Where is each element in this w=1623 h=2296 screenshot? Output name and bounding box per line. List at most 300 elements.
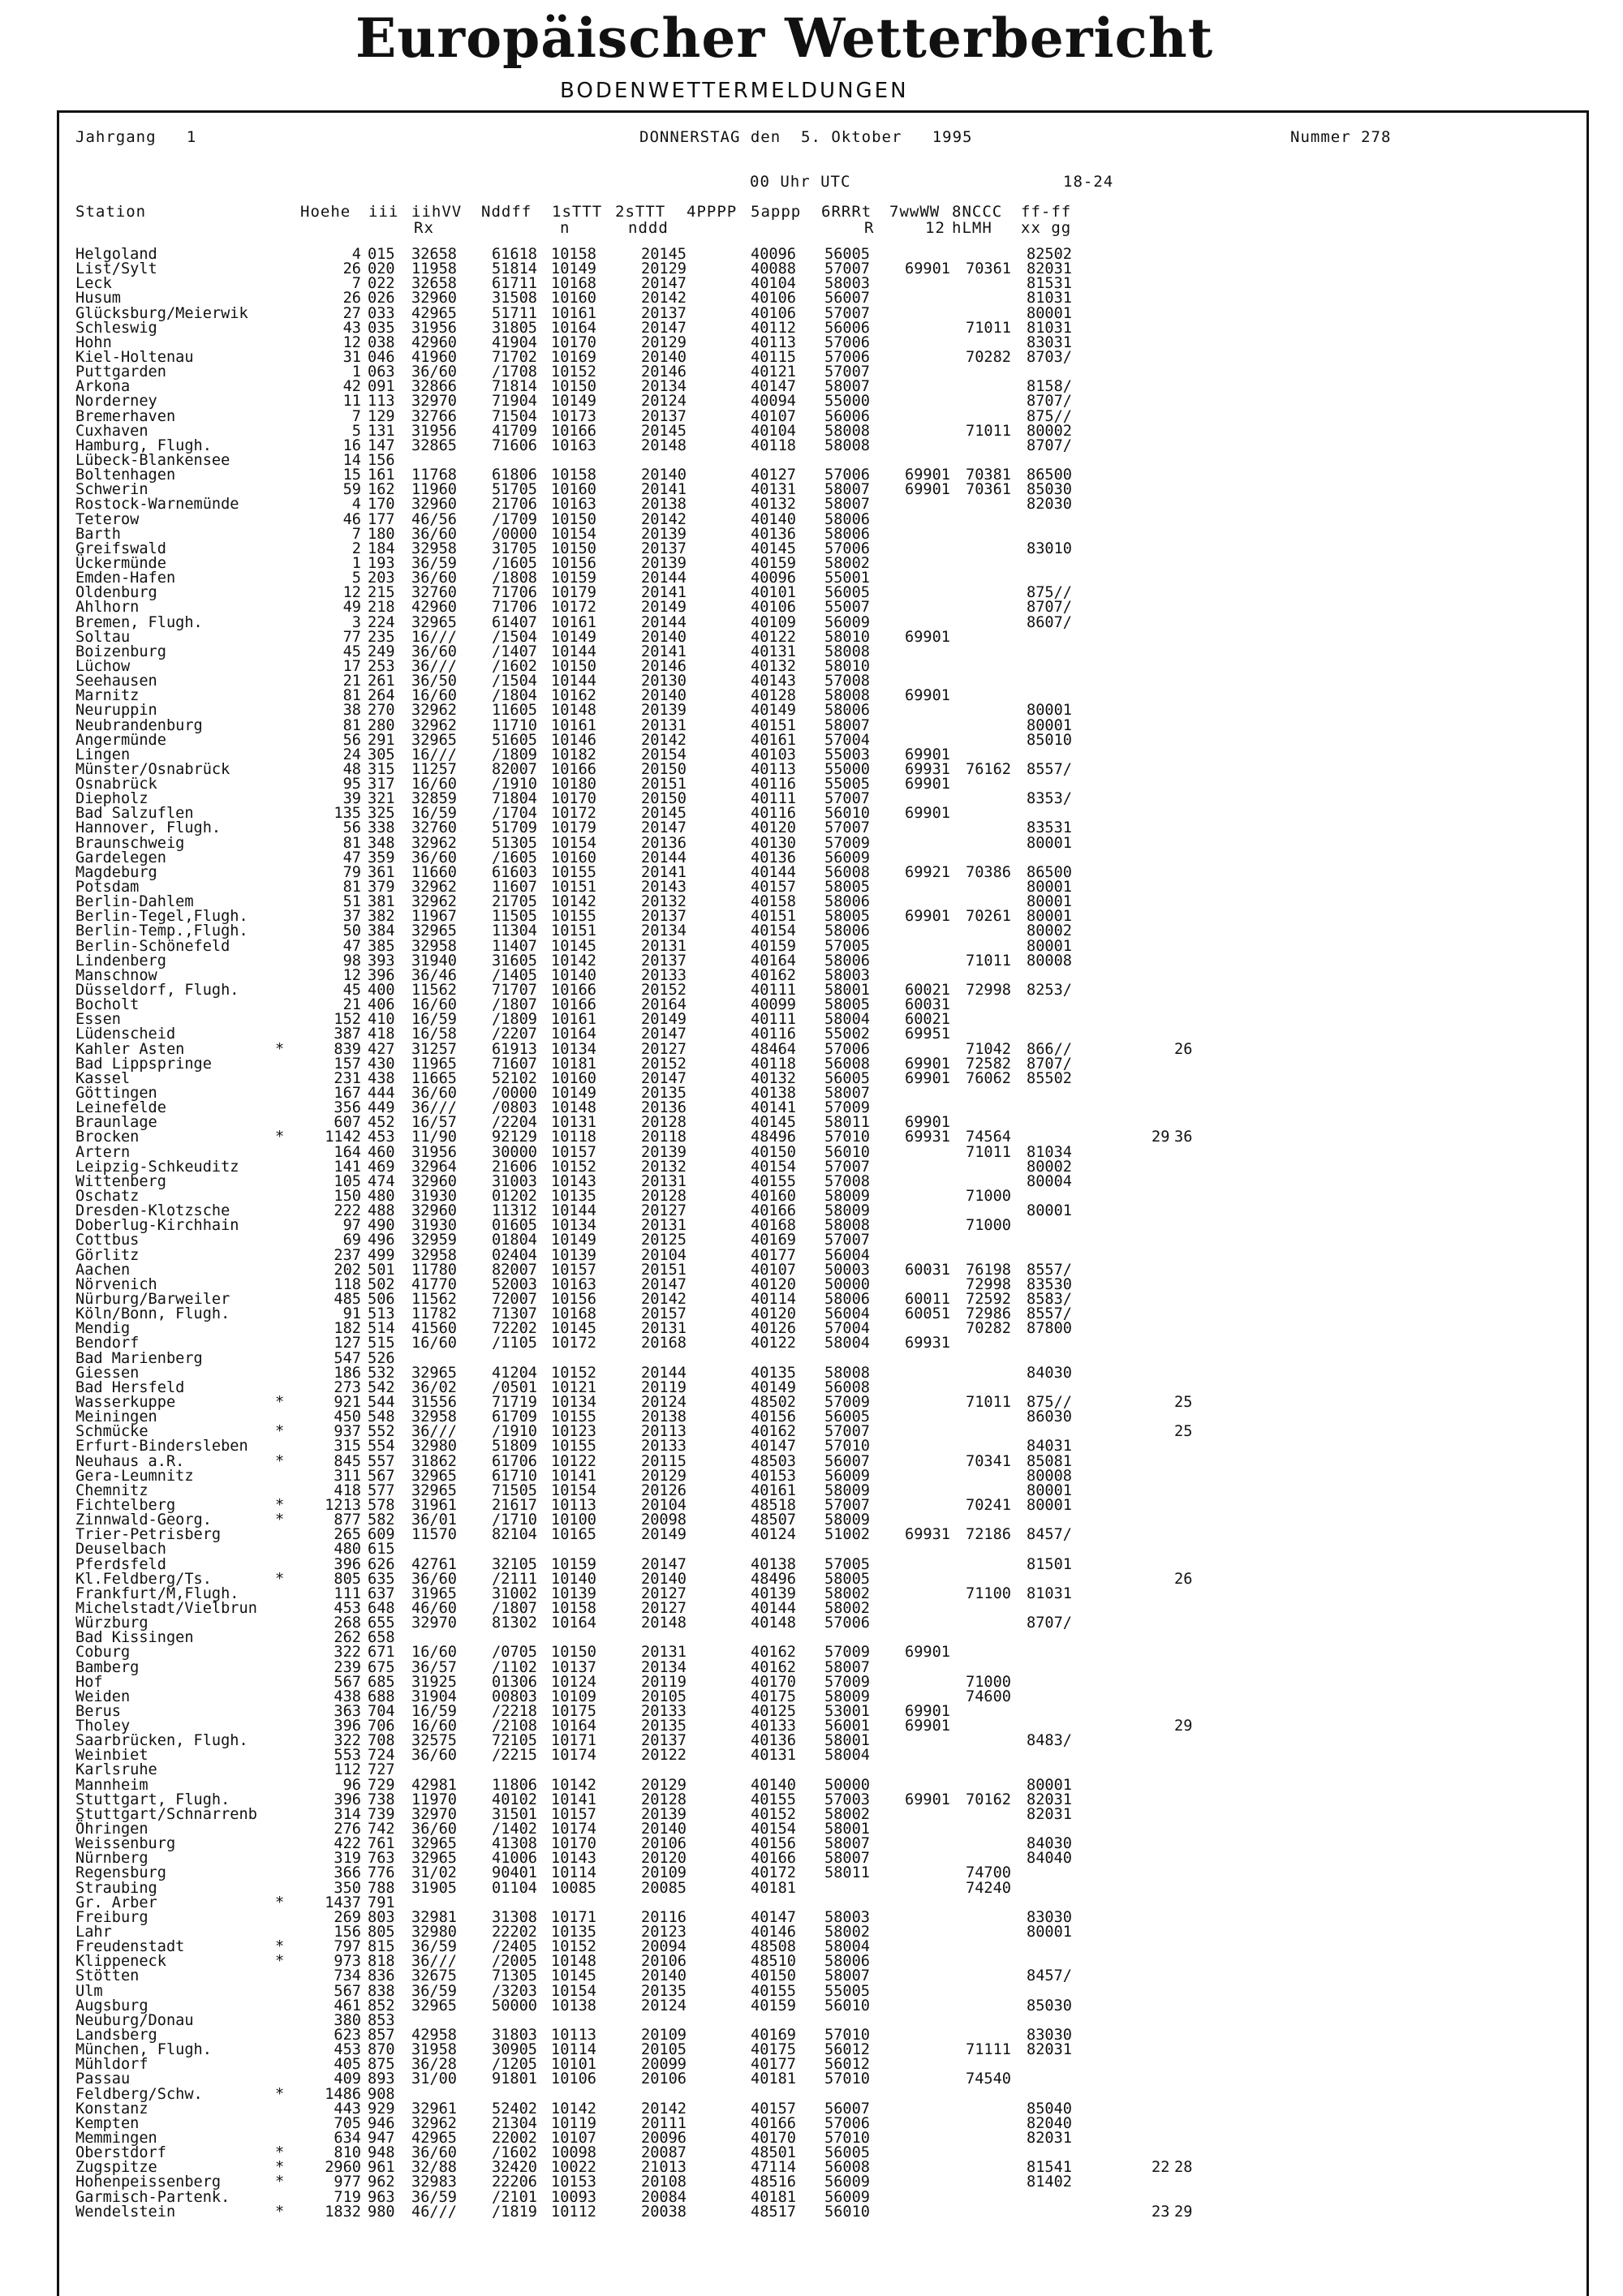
station-name: Bad Lippspringe <box>75 1055 212 1073</box>
station-index: 946 <box>368 2114 395 2132</box>
group-nddff: 61407 <box>492 613 537 631</box>
group-weather: 74240 <box>966 1879 1011 1897</box>
group-pressure: 40144 <box>751 863 796 881</box>
gust-period: 18-24 <box>1063 173 1114 191</box>
station-name: Magdeburg <box>75 863 157 881</box>
group-clouds: 87800 <box>1027 1320 1072 1338</box>
station-height: 547 <box>334 1349 361 1367</box>
group-temperature: 10162 <box>551 687 596 705</box>
station-index: 418 <box>368 1025 395 1043</box>
group-clouds: 81031 <box>1027 1584 1072 1602</box>
group-iihvv: 31930 <box>411 1188 457 1205</box>
group-tendency: 58006 <box>824 952 870 970</box>
group-iihvv: 31930 <box>411 1217 457 1235</box>
table-row <box>75 1336 1577 1351</box>
group-iihvv: 32965 <box>411 731 457 749</box>
group-iihvv: 36/60 <box>411 849 457 866</box>
station-name: Zinnwald-Georg. <box>75 1511 212 1529</box>
group-temperature: 10118 <box>551 1129 596 1146</box>
group-tendency: 57007 <box>824 1158 870 1176</box>
group-temperature: 10134 <box>551 1040 596 1058</box>
station-index: 962 <box>368 2173 395 2191</box>
group-temperature: 10119 <box>551 2114 596 2132</box>
group-nddff: /1105 <box>492 1335 537 1352</box>
group-weather: 74700 <box>966 1864 1011 1882</box>
station-name: Bremerhaven <box>75 407 176 425</box>
station-name: Neubrandenburg <box>75 716 203 734</box>
group-temperature: 10142 <box>551 952 596 970</box>
group-dewpoint: 20096 <box>641 2130 687 2147</box>
mountain-marker: * <box>275 1953 285 1971</box>
group-pressure: 40147 <box>751 1908 796 1926</box>
group-iihvv: 31257 <box>411 1040 457 1058</box>
group-nddff: /2405 <box>492 1938 537 1956</box>
group-nddff: 31308 <box>492 1908 537 1926</box>
group-precipitation: 69931 <box>905 1526 950 1544</box>
station-index: 022 <box>368 275 395 293</box>
group-dewpoint: 20131 <box>641 716 687 734</box>
station-name: Bremen, Flugh. <box>75 613 203 631</box>
group-iihvv: 32965 <box>411 1481 457 1499</box>
group-nddff: /1809 <box>492 1011 537 1029</box>
group-tendency: 57006 <box>824 348 870 366</box>
station-height: 567 <box>334 1673 361 1691</box>
group-clouds: 80001 <box>1027 1776 1072 1794</box>
header-ww-sub: 12 <box>925 219 945 237</box>
group-weather: 71011 <box>966 1143 1011 1161</box>
station-index: 857 <box>368 2027 395 2044</box>
group-nddff: 52402 <box>492 2100 537 2118</box>
group-temperature: 10163 <box>551 496 596 514</box>
group-tendency: 58009 <box>824 1188 870 1205</box>
station-name: Chemnitz <box>75 1481 149 1499</box>
station-index: 818 <box>368 1953 395 1971</box>
group-tendency: 57010 <box>824 1129 870 1146</box>
mountain-marker: * <box>275 1040 285 1058</box>
station-name: Mendig <box>75 1320 131 1338</box>
station-index: 908 <box>368 2085 395 2103</box>
group-dewpoint: 20136 <box>641 1099 687 1117</box>
station-index: 224 <box>368 613 395 631</box>
group-dewpoint: 20146 <box>641 363 687 381</box>
group-weather: 76198 <box>966 1261 1011 1279</box>
group-dewpoint: 20134 <box>641 922 687 940</box>
group-weather: 70162 <box>966 1791 1011 1808</box>
group-tendency: 57006 <box>824 333 870 351</box>
table-row <box>75 1645 1577 1660</box>
group-tendency: 56008 <box>824 863 870 881</box>
group-tendency: 58009 <box>824 1202 870 1220</box>
table-row <box>75 1130 1577 1145</box>
group-iihvv: 32965 <box>411 1364 457 1382</box>
station-height: 2 <box>351 540 361 557</box>
group-nddff: /0000 <box>492 525 537 543</box>
station-index: 131 <box>368 422 395 440</box>
station-height: 438 <box>334 1688 361 1705</box>
station-name: Neuruppin <box>75 702 157 720</box>
group-precipitation: 69901 <box>905 628 950 646</box>
station-height: 42 <box>342 378 361 396</box>
station-index: 180 <box>368 525 395 543</box>
station-height: 453 <box>334 1599 361 1617</box>
group-dewpoint: 20147 <box>641 1555 687 1573</box>
group-weather: 70241 <box>966 1496 1011 1514</box>
group-temperature: 10113 <box>551 2027 596 2044</box>
group-nddff: /1602 <box>492 2144 537 2162</box>
group-pressure: 40169 <box>751 1232 796 1249</box>
station-name: Schwerin <box>75 481 149 499</box>
group-iihvv: 32675 <box>411 1967 457 1985</box>
group-tendency: 56005 <box>824 1069 870 1087</box>
station-index: 177 <box>368 510 395 528</box>
group-nddff: 92129 <box>492 1129 537 1146</box>
group-clouds: 8557/ <box>1027 1261 1072 1279</box>
station-index: 033 <box>368 304 395 322</box>
station-name: Leipzig-Schkeuditz <box>75 1158 239 1176</box>
group-pressure: 40103 <box>751 746 796 763</box>
group-iihvv: 16/57 <box>411 1114 457 1132</box>
station-index: 671 <box>368 1644 395 1662</box>
header-t1-sub: n <box>560 219 570 237</box>
group-nddff: 11710 <box>492 716 537 734</box>
group-tendency: 55005 <box>824 776 870 793</box>
group-precipitation: 69901 <box>905 746 950 763</box>
group-dewpoint: 20133 <box>641 966 687 984</box>
group-pressure: 40159 <box>751 554 796 572</box>
station-index: 305 <box>368 746 395 763</box>
group-pressure: 40169 <box>751 2027 796 2044</box>
group-precipitation: 69931 <box>905 760 950 778</box>
station-height: 810 <box>334 2144 361 2162</box>
station-name: Arkona <box>75 378 131 396</box>
station-height: 396 <box>334 1718 361 1735</box>
group-pressure: 40136 <box>751 525 796 543</box>
group-pressure: 40133 <box>751 1718 796 1735</box>
group-dewpoint: 20099 <box>641 2056 687 2074</box>
station-index: 704 <box>368 1702 395 1720</box>
group-pressure: 40118 <box>751 436 796 454</box>
station-name: Osnabrück <box>75 776 157 793</box>
group-tendency: 58006 <box>824 1953 870 1971</box>
group-iihvv: 32980 <box>411 1924 457 1941</box>
group-nddff: 82007 <box>492 1261 537 1279</box>
group-iihvv: 16/59 <box>411 805 457 823</box>
group-nddff: 71307 <box>492 1305 537 1323</box>
station-name: Lindenberg <box>75 952 166 970</box>
station-index: 739 <box>368 1805 395 1823</box>
group-pressure: 40113 <box>751 333 796 351</box>
station-name: Würzburg <box>75 1615 149 1632</box>
table-row <box>75 2175 1577 2190</box>
group-temperature: 10148 <box>551 1099 596 1117</box>
group-iihvv: 46/// <box>411 2203 457 2221</box>
group-dewpoint: 20094 <box>641 1938 687 1956</box>
station-index: 929 <box>368 2100 395 2118</box>
group-nddff: /0501 <box>492 1378 537 1396</box>
group-clouds: 80001 <box>1027 893 1072 911</box>
group-tendency: 56001 <box>824 1718 870 1735</box>
group-iihvv: 31/02 <box>411 1864 457 1882</box>
group-temperature: 10149 <box>551 260 596 278</box>
group-temperature: 10170 <box>551 333 596 351</box>
group-iihvv: 32658 <box>411 275 457 293</box>
group-temperature: 10098 <box>551 2144 596 2162</box>
group-temperature: 10172 <box>551 599 596 617</box>
group-precipitation: 69901 <box>905 467 950 484</box>
group-dewpoint: 20142 <box>641 1290 687 1308</box>
mountain-marker: * <box>275 1393 285 1411</box>
group-dewpoint: 20128 <box>641 1188 687 1205</box>
station-name: Meiningen <box>75 1408 157 1426</box>
group-tendency: 58001 <box>824 982 870 1000</box>
group-pressure: 40120 <box>751 819 796 837</box>
group-pressure: 40136 <box>751 1732 796 1750</box>
header-t1: 1sTTT <box>552 203 603 221</box>
gust-mean: 36 <box>1174 1129 1193 1146</box>
station-name: Bamberg <box>75 1658 140 1676</box>
group-nddff: 31705 <box>492 540 537 557</box>
station-index: 270 <box>368 702 395 720</box>
station-height: 268 <box>334 1615 361 1632</box>
group-clouds: 82031 <box>1027 1791 1072 1808</box>
station-index: 675 <box>368 1658 395 1676</box>
group-pressure: 40149 <box>751 702 796 720</box>
group-dewpoint: 20108 <box>641 2173 687 2191</box>
group-dewpoint: 20149 <box>641 599 687 617</box>
group-dewpoint: 20128 <box>641 1791 687 1808</box>
group-temperature: 10106 <box>551 2070 596 2088</box>
group-iihvv: 32965 <box>411 1850 457 1868</box>
group-iihvv: 11958 <box>411 260 457 278</box>
group-nddff: /1710 <box>492 1511 537 1529</box>
group-precipitation: 69901 <box>905 805 950 823</box>
group-tendency: 56010 <box>824 805 870 823</box>
group-dewpoint: 20149 <box>641 1011 687 1029</box>
group-pressure: 40125 <box>751 1702 796 1720</box>
station-name: Kahler Asten <box>75 1040 185 1058</box>
group-dewpoint: 20135 <box>641 1718 687 1735</box>
group-dewpoint: 20137 <box>641 540 687 557</box>
group-iihvv: 16/// <box>411 746 457 763</box>
group-tendency: 56006 <box>824 407 870 425</box>
group-pressure: 40157 <box>751 879 796 896</box>
station-name: Straubing <box>75 1879 157 1897</box>
group-nddff: 50000 <box>492 1997 537 2014</box>
group-temperature: 10131 <box>551 1114 596 1132</box>
station-name: Berlin-Temp.,Flugh. <box>75 922 248 940</box>
group-dewpoint: 20141 <box>641 863 687 881</box>
group-pressure: 40131 <box>751 481 796 499</box>
group-tendency: 56009 <box>824 613 870 631</box>
group-dewpoint: 20123 <box>641 1924 687 1941</box>
group-temperature: 10166 <box>551 982 596 1000</box>
group-temperature: 10150 <box>551 378 596 396</box>
group-pressure: 40144 <box>751 1599 796 1617</box>
group-dewpoint: 20138 <box>641 496 687 514</box>
station-index: 480 <box>368 1188 395 1205</box>
table-row <box>75 304 1577 322</box>
station-index: 548 <box>368 1408 395 1426</box>
group-nddff: /1809 <box>492 746 537 763</box>
group-iihvv: 32962 <box>411 702 457 720</box>
group-pressure: 48501 <box>751 2144 796 2162</box>
group-pressure: 40154 <box>751 1821 796 1838</box>
group-nddff: /1407 <box>492 643 537 660</box>
group-dewpoint: 20106 <box>641 1835 687 1853</box>
station-height: 2960 <box>325 2159 361 2177</box>
group-weather: 70341 <box>966 1452 1011 1470</box>
group-dewpoint: 20129 <box>641 1467 687 1485</box>
group-temperature: 10155 <box>551 863 596 881</box>
station-height: 977 <box>334 2173 361 2191</box>
station-index: 385 <box>368 937 395 955</box>
group-tendency: 58004 <box>824 1747 870 1765</box>
group-iihvv: 32981 <box>411 1908 457 1926</box>
group-iihvv: 42981 <box>411 1776 457 1794</box>
station-name: Manschnow <box>75 966 157 984</box>
station-index: 147 <box>368 436 395 454</box>
group-dewpoint: 20130 <box>641 673 687 690</box>
station-name: Soltau <box>75 628 131 646</box>
group-temperature: 10157 <box>551 1261 596 1279</box>
group-pressure: 40145 <box>751 540 796 557</box>
group-tendency: 57010 <box>824 2070 870 2088</box>
group-precipitation: 60021 <box>905 982 950 1000</box>
station-height: 21 <box>342 673 361 690</box>
group-pressure: 40181 <box>751 1879 796 1897</box>
station-name: Konstanz <box>75 2100 149 2118</box>
group-dewpoint: 20105 <box>641 1688 687 1705</box>
group-pressure: 40099 <box>751 996 796 1014</box>
group-pressure: 40088 <box>751 260 796 278</box>
station-index: 893 <box>368 2070 395 2088</box>
station-name: Göttingen <box>75 1085 157 1103</box>
group-temperature: 10139 <box>551 1584 596 1602</box>
station-height: 12 <box>342 333 361 351</box>
group-iihvv: 36/// <box>411 657 457 675</box>
group-pressure: 48464 <box>751 1040 796 1058</box>
group-nddff: 21706 <box>492 496 537 514</box>
group-iihvv: 36/57 <box>411 1658 457 1676</box>
group-tendency: 56008 <box>824 1055 870 1073</box>
group-pressure: 40138 <box>751 1555 796 1573</box>
group-tendency: 57006 <box>824 467 870 484</box>
station-index: 738 <box>368 1791 395 1808</box>
group-iihvv: 32962 <box>411 834 457 852</box>
station-name: Berlin-Dahlem <box>75 893 194 911</box>
group-nddff: /1605 <box>492 554 537 572</box>
group-clouds: 82031 <box>1027 2130 1072 2147</box>
station-height: 81 <box>342 879 361 896</box>
group-iihvv: 32960 <box>411 290 457 307</box>
group-tendency: 58008 <box>824 1217 870 1235</box>
station-name: Dresden-Klotzsche <box>75 1202 230 1220</box>
group-weather: 71100 <box>966 1584 1011 1602</box>
station-index: 026 <box>368 290 395 307</box>
group-weather: 70282 <box>966 1320 1011 1338</box>
group-clouds: 80008 <box>1027 952 1072 970</box>
group-tendency: 56004 <box>824 1305 870 1323</box>
gust-max: 29 <box>1152 1129 1170 1146</box>
group-temperature: 10149 <box>551 1232 596 1249</box>
group-nddff: 41904 <box>492 333 537 351</box>
group-tendency: 58007 <box>824 1967 870 1985</box>
group-dewpoint: 20132 <box>641 1158 687 1176</box>
group-dewpoint: 20116 <box>641 1908 687 1926</box>
station-height: 239 <box>334 1658 361 1676</box>
group-dewpoint: 20111 <box>641 2114 687 2132</box>
group-pressure: 40140 <box>751 1776 796 1794</box>
group-dewpoint: 20154 <box>641 746 687 763</box>
group-nddff: 71702 <box>492 348 537 366</box>
group-pressure: 48510 <box>751 1953 796 1971</box>
group-iihvv: 36/28 <box>411 2056 457 2074</box>
group-tendency: 57006 <box>824 1615 870 1632</box>
station-index: 162 <box>368 481 395 499</box>
group-tendency: 58007 <box>824 1835 870 1853</box>
group-iihvv: 32970 <box>411 1805 457 1823</box>
group-nddff: 41006 <box>492 1850 537 1868</box>
mountain-marker: * <box>275 2144 285 2162</box>
group-clouds: 84030 <box>1027 1835 1072 1853</box>
station-height: 567 <box>334 1982 361 2000</box>
station-height: 77 <box>342 628 361 646</box>
table-row <box>75 924 1577 939</box>
group-temperature: 10123 <box>551 1423 596 1441</box>
group-nddff: 51711 <box>492 304 537 322</box>
group-clouds: 85030 <box>1027 481 1072 499</box>
station-height: 269 <box>334 1908 361 1926</box>
group-temperature: 10163 <box>551 1275 596 1293</box>
group-nddff: 31501 <box>492 1805 537 1823</box>
report-subtitle: BODENWETTERMELDUNGEN <box>560 79 909 103</box>
group-tendency: 50003 <box>824 1261 870 1279</box>
group-pressure: 40170 <box>751 1673 796 1691</box>
station-name: Köln/Bonn, Flugh. <box>75 1305 230 1323</box>
group-pressure: 40128 <box>751 687 796 705</box>
station-name: Wittenberg <box>75 1172 166 1190</box>
group-clouds: 80004 <box>1027 1172 1072 1190</box>
group-tendency: 56012 <box>824 2041 870 2059</box>
group-pressure: 40104 <box>751 422 796 440</box>
group-precipitation: 69901 <box>905 1791 950 1808</box>
group-iihvv: 32658 <box>411 246 457 263</box>
header-appp: 5appp <box>751 203 802 221</box>
group-clouds: 83030 <box>1027 1908 1072 1926</box>
table-row <box>75 1143 1577 1161</box>
group-dewpoint: 20150 <box>641 760 687 778</box>
group-nddff: 82007 <box>492 760 537 778</box>
gust-max: 22 <box>1152 2159 1170 2177</box>
group-dewpoint: 20140 <box>641 1570 687 1588</box>
group-nddff: 51809 <box>492 1438 537 1455</box>
group-iihvv: 36/60 <box>411 570 457 587</box>
station-height: 315 <box>334 1438 361 1455</box>
group-temperature: 10168 <box>551 275 596 293</box>
table-row <box>75 436 1577 454</box>
station-height: 11 <box>342 393 361 411</box>
mountain-marker: * <box>275 2203 285 2221</box>
table-row <box>75 703 1577 718</box>
group-iihvv: 32958 <box>411 937 457 955</box>
group-iihvv: 36/60 <box>411 1747 457 1765</box>
group-precipitation: 69901 <box>905 1718 950 1735</box>
group-nddff: /2218 <box>492 1702 537 1720</box>
group-tendency: 56008 <box>824 2159 870 2177</box>
group-clouds: 8583/ <box>1027 1290 1072 1308</box>
station-index: 761 <box>368 1835 395 1853</box>
station-index: 184 <box>368 540 395 557</box>
